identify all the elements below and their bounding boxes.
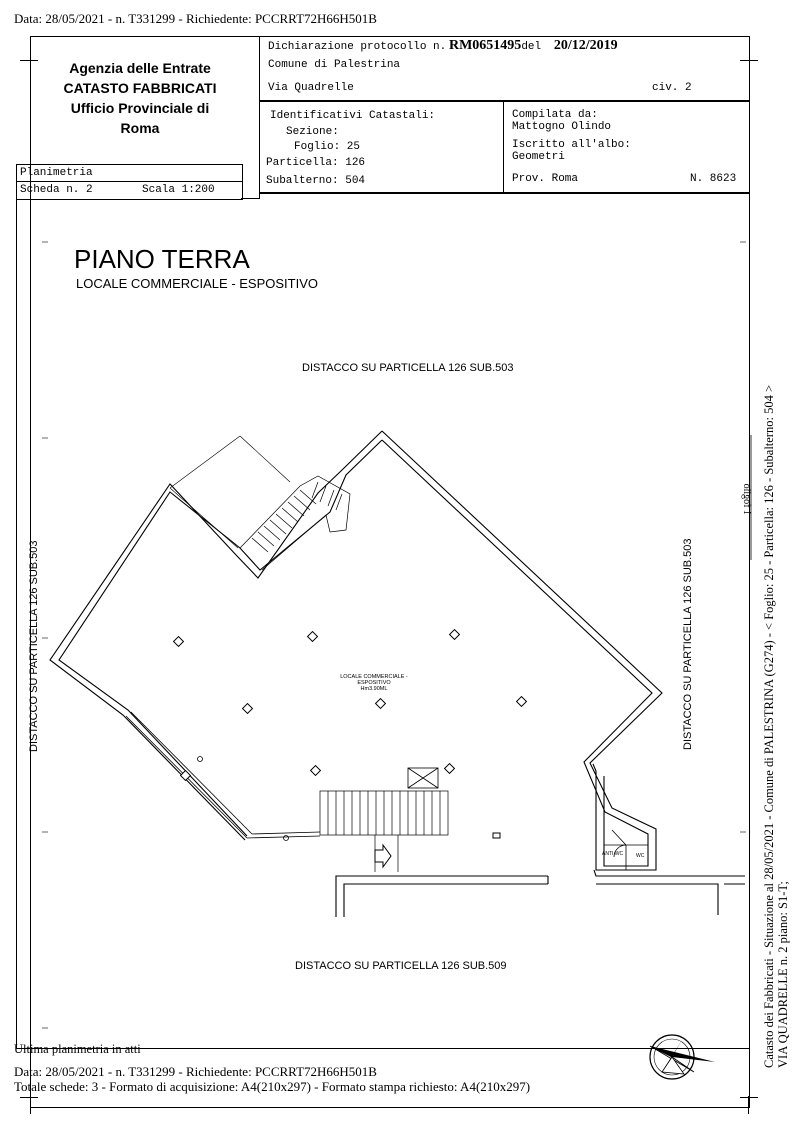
registration-number: N. 8623	[690, 173, 737, 185]
boundary-label-left: DISTACCO SU PARTICELLA 126 SUB.503	[28, 540, 40, 752]
scheda-number: Scheda n. 2	[20, 184, 93, 196]
anti-wc-label: ANTI WC	[602, 851, 624, 857]
upper-stair	[240, 476, 350, 570]
boundary-label-bottom: DISTACCO SU PARTICELLA 126 SUB.509	[295, 960, 507, 972]
pillars	[174, 630, 527, 838]
room-height: Hm3.90ML	[360, 686, 388, 692]
skylight	[408, 768, 438, 788]
outer-walls	[50, 431, 662, 870]
scale-value: Scala 1:200	[142, 184, 215, 196]
registration-marks	[42, 242, 746, 1028]
side-sheet-label: 1 foglio	[741, 483, 752, 515]
foglio-value: Foglio: 25	[294, 141, 361, 153]
declaration-label: Dichiarazione protocollo n.	[268, 41, 447, 53]
room-label	[324, 674, 424, 692]
north-arrow-icon	[650, 1035, 715, 1079]
compiler-name: Mattogno Olindo	[512, 121, 612, 133]
declaration-number: RM0651495	[448, 38, 522, 53]
side-address-line: VIA QUADRELLE n. 2 piano: S1-T;	[776, 881, 790, 1068]
footer-request-line: Data: 28/05/2021 - n. T331299 - Richiedente: PCCRRT72H66H501B	[14, 1064, 377, 1079]
construction-line	[170, 436, 240, 488]
comune-name: Comune di Palestrina	[268, 59, 401, 71]
province-value: Prov. Roma	[512, 173, 579, 185]
boundary-label-right: DISTACCO SU PARTICELLA 126 SUB.503	[682, 538, 694, 750]
room-name: LOCALE COMMERCIALE - ESPOSITIVO	[340, 674, 408, 686]
agency-office: Ufficio Provinciale di	[70, 100, 210, 116]
floor-title: PIANO TERRA	[74, 244, 250, 274]
footer-format-line: Totale schede: 3 - Formato di acquisizione: A4(210x297) - Formato stampa richiesto: A4(210x297)	[14, 1079, 531, 1094]
iscritto-label: Iscritto all'albo:	[512, 139, 631, 151]
agency-department: CATASTO FABBRICATI	[63, 80, 217, 96]
footer-note: Ultima planimetria in atti	[14, 1042, 141, 1056]
boundary-label-top: DISTACCO SU PARTICELLA 126 SUB.503	[302, 362, 514, 374]
subalterno-value: Subalterno: 504	[266, 175, 366, 187]
entrance-arrow-icon	[375, 845, 391, 867]
side-cadastral-line: Catasto dei Fabbricati - Situazione al 28/05/2021 - Comune di PALESTRINA (G274) - < Foglio: 25 - Particella: 126 - Subalterno: 504 >	[762, 385, 776, 1068]
identifiers-title: Identificativi Catastali:	[270, 110, 436, 122]
street-name: Via Quadrelle	[268, 82, 354, 94]
agency-city: Roma	[120, 120, 160, 136]
construction-line	[170, 488, 238, 548]
compiler-label: Compilata da:	[512, 109, 598, 121]
particella-value: Particella: 126	[266, 157, 366, 169]
wc-block	[604, 830, 648, 870]
wc-label: WC	[636, 853, 645, 859]
planimetria-title: Planimetria	[20, 167, 93, 179]
floor-subtitle: LOCALE COMMERCIALE - ESPOSITIVO	[76, 276, 318, 291]
albo-value: Geometri	[512, 151, 565, 163]
civic-number: civ. 2	[652, 82, 692, 94]
declaration-date: 20/12/2019	[553, 38, 618, 53]
header-request-line: Data: 28/05/2021 - n. T331299 - Richiedente: PCCRRT72H66H501B	[14, 11, 377, 26]
lower-left-window	[126, 712, 320, 841]
agency-name: Agenzia delle Entrate	[69, 60, 211, 76]
declaration-del: del	[521, 41, 542, 53]
lower-walls	[336, 870, 745, 917]
sezione-value: Sezione:	[286, 126, 339, 138]
construction-line	[240, 436, 290, 482]
